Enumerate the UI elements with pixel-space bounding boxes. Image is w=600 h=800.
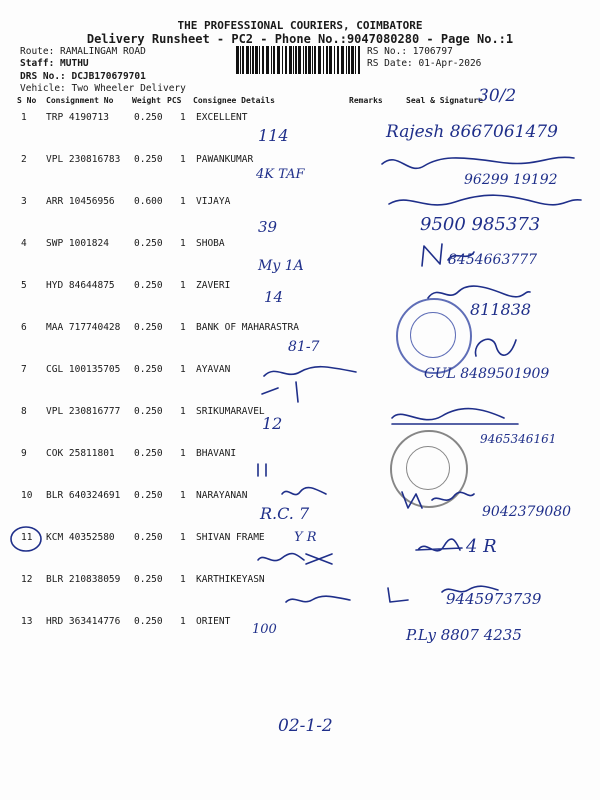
row-sno: 11	[21, 532, 33, 543]
row-weight: 0.250	[134, 364, 163, 375]
row-consignee: BANK OF MAHARASTRA	[196, 322, 299, 333]
handwritten-note-row-3: 39	[258, 218, 278, 236]
signature-phone-row-8: 9465346161	[480, 432, 557, 446]
signature-phone-row-4: 8454663777	[448, 252, 538, 268]
bank-seal-stamp	[396, 298, 472, 374]
signature-phone-row-10: 9042379080	[482, 504, 572, 520]
row-weight: 0.250	[134, 280, 163, 291]
row-sno: 8	[21, 406, 27, 417]
row-pcs: 1	[180, 280, 186, 291]
row-consignment: VPL 230816777	[46, 406, 121, 417]
handwritten-note-row-1: 114	[258, 126, 289, 145]
row-consignment: TRP 4190713	[46, 112, 109, 123]
row-weight: 0.250	[134, 112, 163, 123]
handwritten-scribble-row-12	[284, 592, 354, 608]
row-weight: 0.250	[134, 448, 163, 459]
row-sno: 4	[21, 238, 27, 249]
handwritten-note-row-13: 100	[252, 622, 277, 637]
row-consignment: BLR 210838059	[46, 574, 121, 585]
signature-phone-row-12: 9445973739	[446, 590, 542, 608]
row-weight: 0.600	[134, 196, 163, 207]
row-pcs: 1	[180, 406, 186, 417]
row-consignment: CGL 100135705	[46, 364, 121, 375]
col-header-sno: S No	[17, 96, 37, 105]
row-weight: 0.250	[134, 154, 163, 165]
col-header-consignee: Consignee Details	[193, 96, 275, 105]
row-sno: 13	[21, 616, 33, 627]
row-consignment: COK 25811801	[46, 448, 115, 459]
rs-number: RS No.: 1706797	[367, 46, 453, 57]
row-weight: 0.250	[134, 532, 163, 543]
handwritten-scribble-row-7	[256, 360, 366, 404]
handwritten-mark-row-12	[384, 584, 412, 606]
vehicle-label: Vehicle: Two Wheeler Delivery	[20, 83, 186, 94]
row-pcs: 1	[180, 112, 186, 123]
handwritten-date-bottom: 02-1-2	[278, 716, 333, 736]
row-consignment: ARR 10456956	[46, 196, 115, 207]
row-pcs: 1	[180, 532, 186, 543]
row-consignee: SRIKUMARAVEL	[196, 406, 265, 417]
row-weight: 0.250	[134, 238, 163, 249]
row-consignment: BLR 640324691	[46, 490, 121, 501]
signature-scribble-row-10	[398, 486, 478, 514]
row-weight: 0.250	[134, 406, 163, 417]
circle-mark-row-11	[8, 524, 44, 554]
col-header-consignment: Consignment No	[46, 96, 114, 105]
row-consignee: SHOBA	[196, 238, 225, 249]
row-consignee: ZAVERI	[196, 280, 231, 291]
col-header-weight: Weight	[132, 96, 161, 105]
row-sno: 3	[21, 196, 27, 207]
rs-date: RS Date: 01-Apr-2026	[367, 58, 482, 69]
row-pcs: 1	[180, 448, 186, 459]
handwritten-date-top: 30/2	[478, 86, 517, 106]
signature-scribble-row-11	[414, 536, 464, 562]
signature-scribble-row-6	[470, 332, 520, 362]
row-consignee: PAWANKUMAR	[196, 154, 254, 165]
col-header-pcs: PCS	[167, 96, 182, 105]
signature-row-11: 4 R	[466, 536, 497, 557]
row-weight: 0.250	[134, 490, 163, 501]
drs-number: DRS No.: DCJB170679701	[20, 71, 146, 82]
row-pcs: 1	[180, 574, 186, 585]
handwritten-note-row-11: Y R	[294, 530, 317, 545]
row-sno: 10	[21, 490, 33, 501]
row-consignment: HRD 363414776	[46, 616, 121, 627]
handwritten-scribble-row-11	[256, 546, 336, 570]
row-weight: 0.250	[134, 322, 163, 333]
signature-row-7: CUL 8489501909	[424, 366, 550, 382]
company-title: THE PROFESSIONAL COURIERS, COIMBATORE	[177, 19, 423, 32]
handwritten-note-row-7: 81-7	[288, 339, 320, 355]
signature-row-1: Rajesh 8667061479	[386, 122, 558, 142]
row-pcs: 1	[180, 490, 186, 501]
row-consignee: NARAYANAN	[196, 490, 248, 501]
row-sno: 9	[21, 448, 27, 459]
row-sno: 2	[21, 154, 27, 165]
signature-scribble-row-8	[388, 404, 528, 430]
signature-phone-row-3: 9500 985373	[420, 214, 541, 235]
row-sno: 1	[21, 112, 27, 123]
row-pcs: 1	[180, 238, 186, 249]
row-consignment: SWP 1001824	[46, 238, 109, 249]
row-pcs: 1	[180, 322, 186, 333]
row-sno: 7	[21, 364, 27, 375]
row-pcs: 1	[180, 616, 186, 627]
row-consignee: EXCELLENT	[196, 112, 248, 123]
staff-label: Staff: MUTHU	[20, 58, 89, 69]
col-header-signature: Seal & Signature	[406, 96, 484, 105]
row-weight: 0.250	[134, 574, 163, 585]
barcode	[235, 46, 363, 74]
signature-phone-row-2: 96299 19192	[464, 172, 558, 188]
col-header-remarks: Remarks	[349, 96, 383, 105]
row-consignee: BHAVANI	[196, 448, 237, 459]
row-consignment: VPL 230816783	[46, 154, 121, 165]
row-consignee: AYAVAN	[196, 364, 231, 375]
handwritten-note-row-5: 14	[264, 288, 284, 306]
handwritten-mark-row-9	[252, 460, 276, 480]
table-row	[0, 448, 600, 468]
row-consignment: HYD 84644875	[46, 280, 115, 291]
row-consignee: ORIENT	[196, 616, 231, 627]
signature-row-13: P.Ly 8807 4235	[406, 626, 522, 644]
signature-scribble-row-3	[385, 190, 585, 214]
row-sno: 12	[21, 574, 33, 585]
handwritten-note-row-10: R.C. 7	[260, 504, 310, 523]
runsheet-subtitle: Delivery Runsheet - PC2 - Phone No.:9047080280 - Page No.:1	[86, 32, 514, 46]
row-consignee: VIJAYA	[196, 196, 231, 207]
handwritten-note-row-2: 4K TAF	[256, 167, 305, 182]
route-label: Route: RAMALINGAM ROAD	[20, 46, 146, 57]
row-weight: 0.250	[134, 616, 163, 627]
handwritten-scribble-row-10	[280, 484, 330, 502]
row-consignment: MAA 717740428	[46, 322, 121, 333]
row-consignee: KARTHIKEYASN	[196, 574, 265, 585]
handwritten-note-row-4: My 1A	[258, 258, 304, 274]
row-sno: 6	[21, 322, 27, 333]
row-pcs: 1	[180, 154, 186, 165]
signature-phone-row-6: 811838	[470, 300, 532, 319]
row-pcs: 1	[180, 364, 186, 375]
row-sno: 5	[21, 280, 27, 291]
handwritten-note-row-8: 12	[262, 414, 283, 433]
row-consignment: KCM 40352580	[46, 532, 115, 543]
row-consignee: SHIVAN FRAME	[196, 532, 265, 543]
row-pcs: 1	[180, 196, 186, 207]
